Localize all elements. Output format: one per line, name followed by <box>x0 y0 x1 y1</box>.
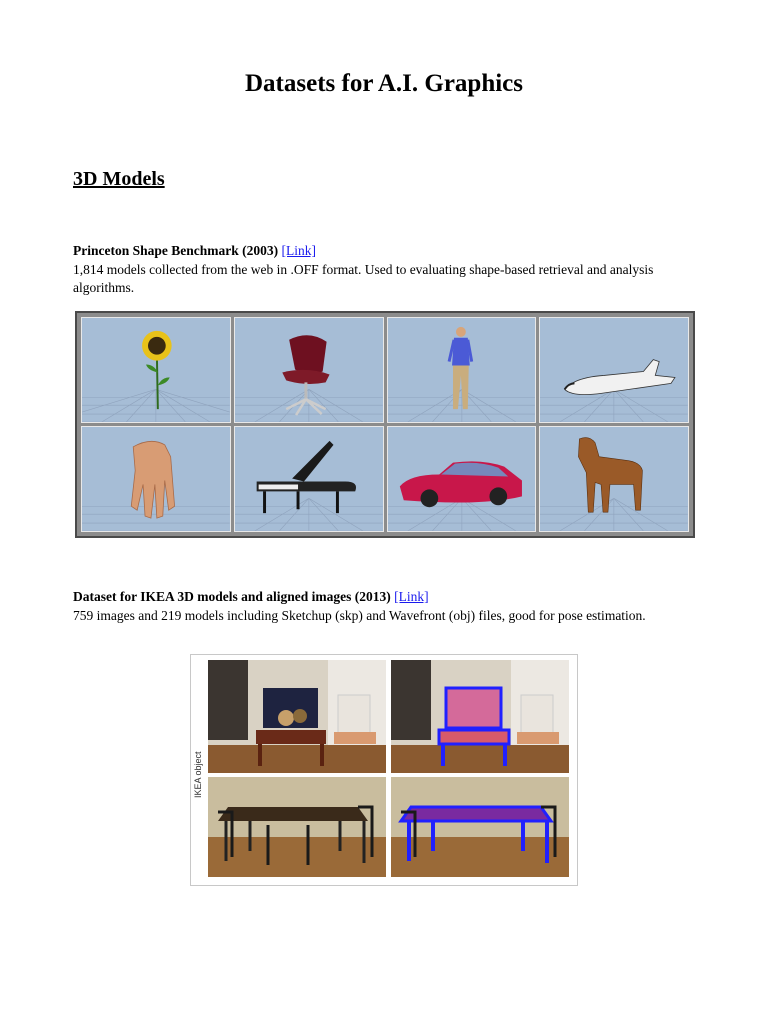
entry-title-princeton <box>73 243 316 259</box>
thumbnail-space-shuttle <box>539 317 689 423</box>
ikea-table-aligned <box>391 777 569 877</box>
princeton-thumbnail-grid <box>75 311 695 538</box>
ikea-chair-aligned <box>391 660 569 773</box>
ikea-table-photo <box>208 777 386 877</box>
entry-title-text: Princeton Shape Benchmark (2003) <box>73 243 279 258</box>
ikea-link[interactable]: [Link] <box>394 589 429 604</box>
thumbnail-standing-man <box>387 317 537 423</box>
section-heading-3d-models: 3D Models <box>73 168 165 190</box>
entry-title-text: Dataset for IKEA 3D models and aligned images (2013) <box>73 589 391 604</box>
thumbnail-sunflower <box>81 317 231 423</box>
page-title: Datasets for A.I. Graphics <box>244 70 523 97</box>
princeton-link[interactable]: [Link] <box>281 243 316 258</box>
thumbnail-hand <box>81 426 231 532</box>
thumbnail-dog <box>539 426 689 532</box>
ikea-side-label: IKEA object <box>193 751 203 799</box>
entry-title-ikea <box>73 589 429 605</box>
ikea-chair-photo <box>208 660 386 773</box>
entry-description-princeton: 1,814 models collected from the web in .OFF format. Used to evaluating shape-based retrieval and analysis algorithms. <box>73 262 654 295</box>
entry-description-ikea: 759 images and 219 models including Sketchup (skp) and Wavefront (obj) files, good for pose estimation. <box>73 608 646 623</box>
ikea-figure <box>190 654 578 886</box>
thumbnail-car <box>387 426 537 532</box>
thumbnail-office-chair <box>234 317 384 423</box>
thumbnail-grand-piano <box>234 426 384 532</box>
